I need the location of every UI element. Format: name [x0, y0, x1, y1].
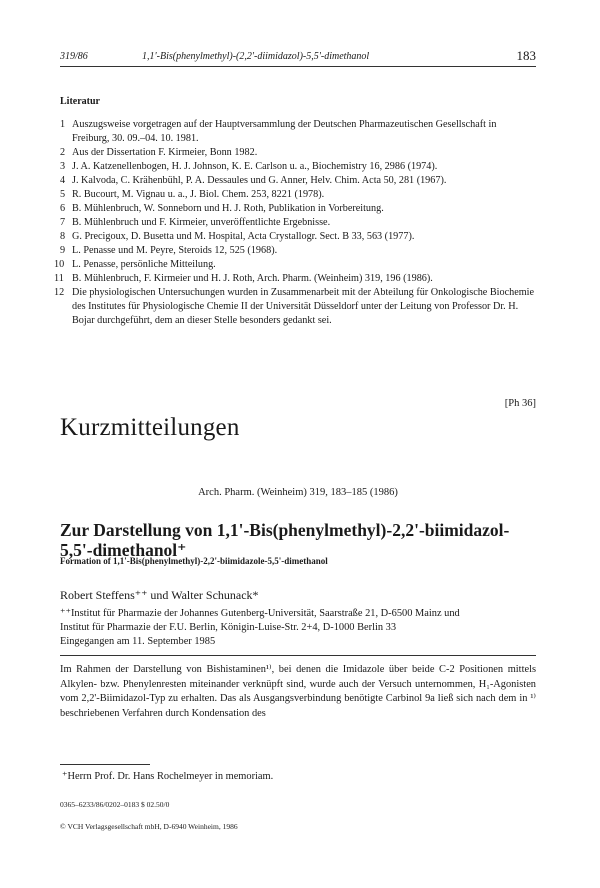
- article-title: Zur Darstellung von 1,1'-Bis(phenylmethyl)-2,2'-biimidazol-5,5'-dimethanol⁺: [60, 520, 510, 560]
- copyright-line: © VCH Verlagsgesellschaft mbH, D-6940 Weinheim, 1986: [60, 822, 238, 831]
- reference-number: 9: [60, 245, 66, 256]
- reference-item: [60, 202, 536, 216]
- header-rule: [60, 66, 536, 67]
- reference-text: J. Kalvoda, C. Krähenbühl, P. A. Dessaules und G. Anner, Helv. Chim. Acta 50, 281 (1967).: [72, 175, 447, 186]
- reference-text: Die physiologischen Untersuchungen wurden in Zusammenarbeit mit der Abteilung für Onkologische Biochemie des Institutes für Physiologische Chemie II der Universität Düsseldorf unter der Leitung von Professor Dr. H. Bojar durchgeführt, dem an dieser Stelle besonders gedankt sei.: [72, 287, 535, 326]
- reference-item: [54, 258, 536, 272]
- reference-text: Auszugsweise vorgetragen auf der Hauptversammlung der Deutschen Pharmazeutischen Gesellschaft in Freiburg, 30. 09.–04. 10. 1981.: [72, 119, 497, 144]
- dedication-footnote: ⁺Herrn Prof. Dr. Hans Rochelmeyer in memoriam.: [62, 771, 274, 782]
- reference-text: B. Mühlenbruch und F. Kirmeier, unveröffentlichte Ergebnisse.: [72, 217, 331, 228]
- reference-text: Aus der Dissertation F. Kirmeier, Bonn 1982.: [72, 147, 258, 158]
- section-rule: [60, 655, 536, 656]
- author-affiliation: [60, 607, 536, 649]
- reference-number: 8: [60, 231, 66, 242]
- reference-text: R. Bucourt, M. Vignau u. a., J. Biol. Chem. 253, 8221 (1978).: [72, 189, 325, 200]
- reference-item: [54, 272, 536, 286]
- running-head: [60, 47, 536, 65]
- ph-reference: [Ph 36]: [504, 398, 536, 409]
- reference-text: L. Penasse und M. Peyre, Steroids 12, 525 (1968).: [72, 245, 278, 256]
- reference-number: 2: [60, 147, 66, 158]
- journal-page: [54, 0, 536, 888]
- reference-item: [60, 188, 536, 202]
- reference-list: [54, 118, 536, 328]
- reference-number: 12: [54, 287, 65, 298]
- article-authors: Robert Steffens⁺⁺ und Walter Schunack*: [60, 588, 259, 602]
- reference-number: 7: [60, 217, 66, 228]
- journal-citation: Arch. Pharm. (Weinheim) 319, 183–185 (1986): [198, 487, 398, 498]
- reference-number: 4: [60, 175, 66, 186]
- footnote-rule: [60, 764, 150, 765]
- reference-item: [60, 230, 536, 244]
- reference-item: [60, 216, 536, 230]
- body-paragraph: Im Rahmen der Darstellung von Bishistaminen¹⁾, bei denen die Imidazole über beide C-2 Positionen mittels Alkylen- bzw. Phenylenresten miteinander verknüpft sind, wurde auch der Versuch unternommen, H₁-Agonisten vom 2,2'-Biimidazol-Typ zu erhalten. Das als Ausgangsverbindung benötigte Carbinol 9a ließ sich nach dem in ¹⁾ beschriebenen Verfahren durch Kondensation des: [60, 664, 536, 719]
- article-subtitle: Formation of 1,1'-Bis(phenylmethyl)-2,2'-biimidazole-5,5'-dimethanol: [60, 556, 328, 566]
- reference-text: L. Penasse, persönliche Mitteilung.: [72, 259, 216, 270]
- reference-text: J. A. Katzenellenbogen, H. J. Johnson, K. E. Carlson u. a., Biochemistry 16, 2986 (1974).: [72, 161, 438, 172]
- article-code: 0365–6233/86/0202–0183 $ 02.50/0: [60, 800, 170, 809]
- reference-number: 6: [60, 203, 66, 214]
- reference-item: [60, 146, 536, 160]
- running-head-volume: 319/86: [60, 51, 88, 62]
- reference-item: [60, 244, 536, 258]
- reference-number: 5: [60, 189, 66, 200]
- reference-item: [60, 160, 536, 174]
- reference-item: [60, 174, 536, 188]
- reference-text: G. Precigoux, D. Busetta und M. Hospital, Acta Crystallogr. Sect. B 33, 563 (1977).: [72, 231, 415, 242]
- reference-number: 10: [54, 259, 65, 270]
- page-number: 183: [516, 48, 536, 63]
- reference-item: [60, 118, 536, 146]
- affiliation-line: Institut für Pharmazie der F.U. Berlin, Königin-Luise-Str. 2+4, D-1000 Berlin 33: [60, 622, 397, 633]
- running-head-title: 1,1'-Bis(phenylmethyl)-(2,2'-diimidazol)-5,5'-dimethanol: [142, 51, 370, 62]
- reference-number: 11: [54, 273, 64, 284]
- section-title: Kurzmitteilungen: [60, 414, 240, 441]
- reference-text: B. Mühlenbruch, W. Sonneborn und H. J. Roth, Publikation in Vorbereitung.: [72, 203, 384, 214]
- received-date: Eingegangen am 11. September 1985: [60, 636, 216, 647]
- reference-number: 3: [60, 161, 66, 172]
- reference-text: B. Mühlenbruch, F. Kirmeier und H. J. Roth, Arch. Pharm. (Weinheim) 319, 196 (1986).: [72, 273, 433, 284]
- reference-number: 1: [60, 119, 66, 130]
- literature-heading: Literatur: [60, 96, 100, 107]
- reference-item: [54, 286, 536, 328]
- affiliation-line: ⁺⁺Institut für Pharmazie der Johannes Gutenberg-Universität, Saarstraße 21, D-6500 Mainz und: [60, 608, 460, 619]
